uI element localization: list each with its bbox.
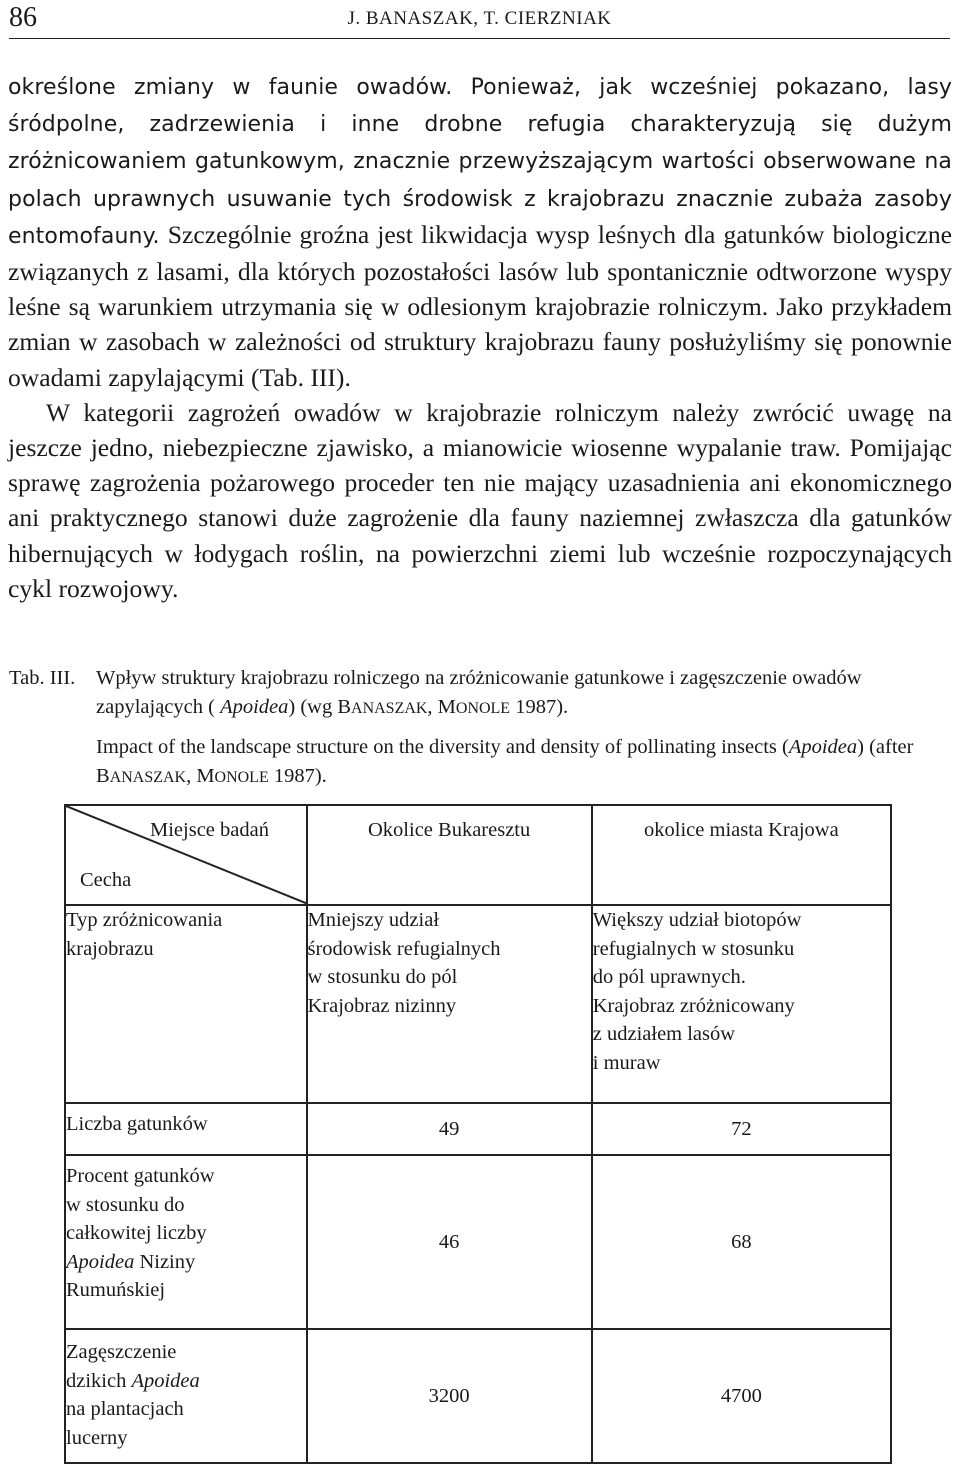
table-cell [307,905,592,1103]
cell-line: Krajobraz zróżnicowany [592,994,795,1017]
column-header: Okolice Bukaresztu [307,805,592,905]
author-initial: B [337,696,352,718]
table-row [65,1103,891,1155]
table-cell: 68 [592,1155,891,1329]
label-taxon: Apoidea [66,1250,135,1273]
paragraph-1-rest: Szczególnie groźna jest likwidacja wysp leśnych dla gatunków biologiczne związanych z lasami, dla których pozostałości lasów lub spontanicznie odtworzone wyspy leśne są warunkiem utrzymania się w odlesionym krajobrazie rolniczym. Jako przykładem zmian w zasobach w zależności od struktury krajobrazu fauny posłużyliśmy się ponownie owadami zapylającymi (Tab. III). [8,219,952,392]
table-cell: 3200 [307,1329,592,1463]
label-line: w stosunku do [66,1193,185,1216]
table-row [65,1155,891,1329]
caption-taxon: Apoidea [220,696,289,718]
cell-line: i muraw [592,1051,661,1074]
author-smallcaps: ONOLE [455,700,511,717]
label-line: lucerny [66,1426,128,1449]
caption-year: 1987). [268,765,327,787]
label-line [66,1248,306,1277]
caption-sep: , [186,765,197,787]
cell-line: Mniejszy udział [307,909,440,931]
caption-text-part: ) (wg [288,696,338,718]
row-label [65,1329,307,1463]
paragraph-1 [8,68,952,395]
table-cell: 46 [307,1155,592,1329]
label-line [66,1367,306,1396]
corner-top-label: Miejsce badań [150,819,269,841]
label-tail: Niziny [134,1250,196,1273]
table-header-row [65,805,891,905]
table-cell: 49 [307,1103,592,1155]
table-row [65,905,891,1103]
caption-text-part: Wpływ struktury krajobrazu rolniczego na zróżnicowanie gatunkowe i zagęszczenie owadów zapylających ( [96,667,862,718]
table-cell: 4700 [592,1329,891,1463]
label-line: Procent gatunków [66,1165,215,1187]
caption-year: 1987). [510,696,569,718]
cell-line: Większy udział biotopów [592,909,802,931]
author-initial: M [437,696,456,718]
caption-text-part: ) (after [857,736,914,758]
paragraph-1-lead: określone zmiany w faunie owadów. Ponieważ, jak wcześniej pokazano, lasy śródpolne, zadrzewienia i inne drobne refugia charakteryzują się dużym zróżnicowaniem gatunkowym, znacznie przewyższającym wartości obserwowane na polach uprawnych usuwanie tych środowisk z krajobrazu znacznie zubaża zasoby entomofauny. [8,75,952,249]
row-label [65,1155,307,1329]
body-text [8,68,952,606]
row-label: Liczba gatunków [65,1103,307,1155]
author-initial: B [96,765,110,787]
caption-polish-text [96,664,950,723]
table-cell: 72 [592,1103,891,1155]
cell-line: Krajobraz nizinny [307,994,457,1017]
column-header: okolice miasta Krajowa [592,805,891,905]
author-initial: M [196,765,215,787]
cell-line: w stosunku do pól [307,966,458,988]
label-taxon: Apoidea [131,1369,200,1392]
corner-cell [65,805,307,905]
caption-english-text [96,733,950,792]
page-number: 86 [9,2,37,33]
cell-line: refugialnych w stosunku [592,937,795,960]
row-label: Typ zróżnicowania krajobrazu [65,905,307,1103]
caption-taxon: Apoidea [788,736,858,758]
author-smallcaps: ANASZAK [109,769,187,786]
caption-sep: , [427,696,438,718]
author-smallcaps: ANASZAK [351,700,428,717]
author-smallcaps: ONOLE [214,769,269,786]
table-caption-english [9,733,950,792]
table-caption-polish [9,664,950,723]
running-head: J. BANASZAK, T. CIERZNIAK [347,8,612,29]
cell-line: z udziałem lasów [592,1023,736,1045]
table-row [65,1329,891,1463]
label-pre: dzikich [66,1369,132,1392]
paragraph-2: W kategorii zagrożeń owadów w krajobrazie rolniczym należy zwrócić uwagę na jeszcze jedno, niebezpieczne zjawisko, a mianowicie wiosenne wypalanie traw. Pomijając sprawę zagrożenia pożarowego proceder ten nie mający uzasadnienia ani ekonomicznego ani praktycznego stanowi duże zagrożenie dla fauny naziemnej zwłaszcza dla gatunków hibernujących w łodygach roślin, na powierzchni ziemi lub wcześnie rozpoczynających cykl rozwojowy. [8,397,952,603]
page-header [9,0,950,39]
cell-line: do pól uprawnych. [592,966,746,988]
table-cell [592,905,891,1103]
label-line: na plantacjach [66,1398,184,1420]
corner-bottom-label: Cecha [80,869,132,891]
cell-line: środowisk refugialnych [307,937,501,960]
table-label: Tab. III. [9,667,76,689]
label-line: całkowitej liczby [66,1222,207,1244]
data-table [64,804,892,1464]
label-line: Rumuńskiej [66,1279,166,1301]
label-line: Zagęszczenie [66,1341,177,1363]
caption-text-part: Impact of the landscape structure on the diversity and density of pollinating insects ( [96,736,789,758]
